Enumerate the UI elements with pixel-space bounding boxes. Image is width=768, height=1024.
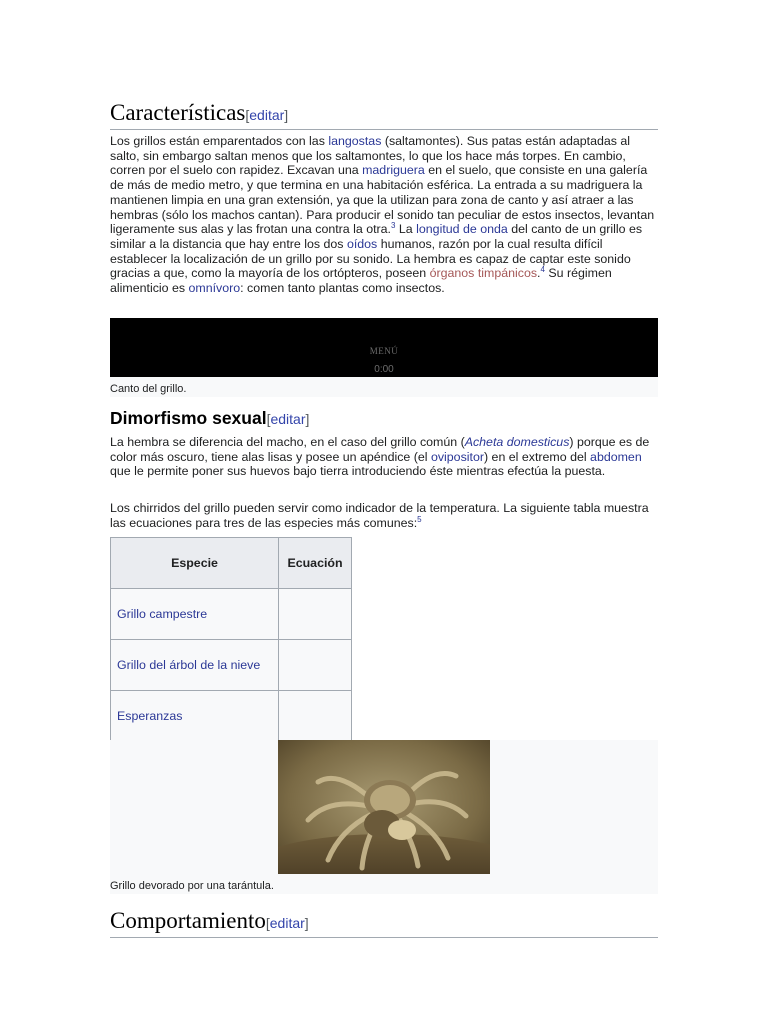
- section-title: Características: [110, 100, 246, 125]
- column-header-especie: Especie: [111, 538, 279, 589]
- table-row: [111, 691, 352, 742]
- section-title: Dimorfismo sexual: [110, 408, 267, 428]
- text: (saltamontes). Sus patas están adaptadas al salto, sin embargo saltan menos que los saltamontes, lo que los hace más torpes. En cambio, corren por el suelo con rapidez. Excavan una: [110, 134, 631, 178]
- paragraph-caracteristicas: [110, 134, 658, 296]
- section-heading-caracteristicas: [110, 100, 658, 130]
- edit-link[interactable]: editar: [270, 411, 306, 427]
- link-acheta-domesticus[interactable]: Acheta domesticus: [464, 435, 570, 449]
- edit-section-link: [editar]: [266, 411, 310, 427]
- link-madriguera[interactable]: madriguera: [362, 163, 425, 178]
- text: humanos, razón por la cual resulta difícil establecer la localización de un grillo por su sonido. La hembra es capaz de captar este sonido gracias a que, como la mayoría de los ortópteros, poseen: [110, 236, 631, 281]
- audio-caption: Canto del grillo.: [110, 383, 187, 395]
- table-cell-equation: [279, 640, 352, 691]
- paragraph-temperatura: [110, 501, 658, 530]
- section-heading-dimorfismo: [110, 407, 309, 430]
- figure-thumbnail: [110, 740, 658, 894]
- link-longitud-de-onda[interactable]: longitud de onda: [416, 222, 508, 237]
- reference-link[interactable]: 4: [540, 265, 545, 275]
- figure-caption: Grillo devorado por una tarántula.: [110, 880, 274, 892]
- edit-section-link: [editar]: [245, 107, 289, 123]
- paragraph-dimorfismo: [110, 435, 658, 479]
- text: en el suelo, que consiste en una galería de más de medio metro, y que termina en una habitación esférica. La entrada a su madriguera la mantienen limpia en una gran extensión, ya que la utilizan para zona de canto y así atraer a las hembras (sólo los machos cantan). Para producir el sonido tan peculiar de estos insectos, levantan ligeramente sus alas y las frotan una contra la otra.: [110, 163, 655, 237]
- section-heading-comportamiento: [110, 908, 658, 938]
- text: ) en el extremo del: [483, 449, 591, 464]
- table-cell-species[interactable]: Grillo del árbol de la nieve: [111, 640, 279, 691]
- edit-section-link: [editar]: [265, 915, 309, 931]
- reference-link[interactable]: 3: [391, 221, 396, 231]
- audio-caption-box: [110, 377, 658, 397]
- text: La: [395, 222, 417, 237]
- tarantula-image: [278, 740, 490, 874]
- text: que le permite poner sus huevos bajo tierra introduciendo éste mientras efectúa la puesta.: [110, 464, 606, 479]
- reference-link[interactable]: 5: [417, 514, 422, 524]
- species-table: [110, 537, 352, 742]
- table-cell-equation: [279, 691, 352, 742]
- link-oidos[interactable]: oídos: [346, 236, 378, 251]
- text: .: [537, 266, 541, 281]
- player-menu-button[interactable]: MENÚ: [369, 346, 399, 356]
- column-header-ecuacion: Ecuación: [279, 538, 352, 589]
- text: Su régimen alimenticio es: [110, 266, 612, 296]
- edit-link[interactable]: editar: [269, 915, 305, 931]
- reference-5[interactable]: [417, 515, 421, 524]
- table-row: [111, 589, 352, 640]
- text: Los chirridos del grillo pueden servir como indicador de la temperatura. La siguiente tabla muestra las ecuaciones para tres de las especies más comunes:: [110, 501, 649, 530]
- link-langostas[interactable]: langostas: [328, 134, 382, 148]
- table-row: [111, 640, 352, 691]
- text: del canto de un grillo es similar a la distancia que hay entre los dos: [110, 222, 643, 251]
- table-cell-species[interactable]: Esperanzas: [111, 691, 279, 742]
- text: ) porque es de color más oscuro, tiene alas lisas y posee un apéndice (el: [110, 435, 650, 464]
- player-time: 0:00: [374, 364, 394, 375]
- link-ovipositor[interactable]: ovipositor: [430, 449, 484, 464]
- table-cell-equation: [279, 589, 352, 640]
- table-cell-species[interactable]: Grillo campestre: [111, 589, 279, 640]
- link-omnivoro[interactable]: omnívoro: [188, 281, 241, 296]
- text: : comen tanto plantas como insectos.: [240, 281, 445, 296]
- tarantula-photo[interactable]: [278, 740, 490, 874]
- section-title: Comportamiento: [110, 908, 266, 933]
- table-header-row: [111, 538, 352, 589]
- edit-link[interactable]: editar: [249, 107, 285, 123]
- text: Los grillos están emparentados con las: [110, 134, 329, 148]
- link-abdomen[interactable]: abdomen: [590, 449, 642, 464]
- text: La hembra se diferencia del macho, en el caso del grillo común (: [110, 435, 465, 449]
- link-organos-timpanicos[interactable]: órganos timpánicos: [429, 266, 538, 281]
- audio-player[interactable]: [110, 318, 658, 377]
